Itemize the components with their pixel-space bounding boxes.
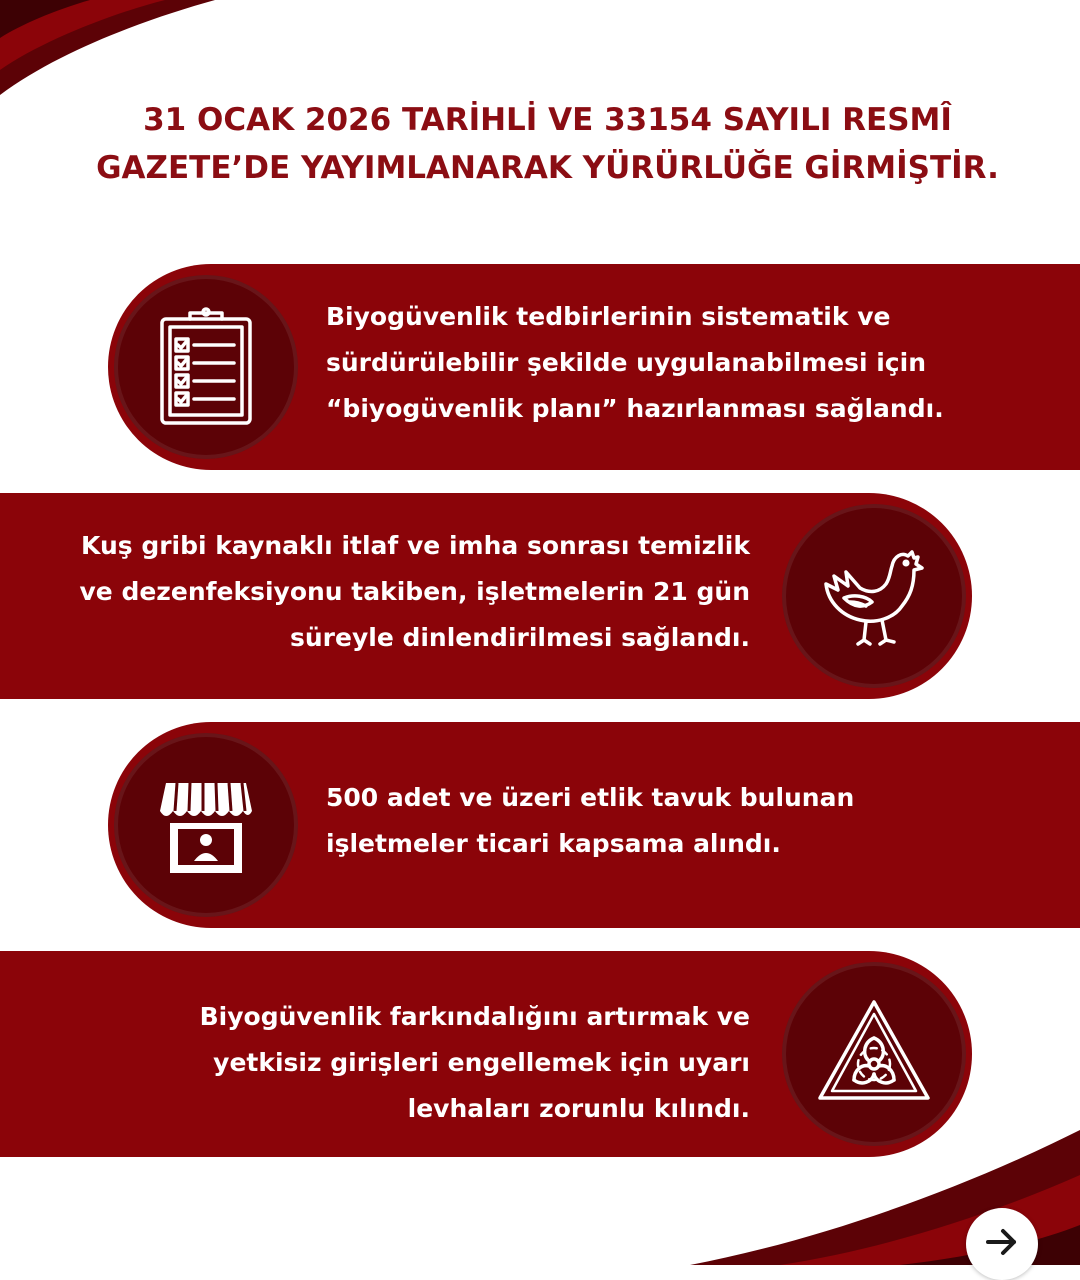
item-text-line: Biyogüvenlik tedbirlerinin sistematik ve — [326, 302, 891, 331]
item-text-line: yetkisiz girişleri engellemek için uyarı — [213, 1048, 750, 1077]
page-headline — [40, 96, 1055, 192]
item-text-line: Kuş gribi kaynaklı itlaf ve imha sonrası temizlik — [81, 531, 750, 560]
item-text — [326, 294, 1046, 432]
item-text-line: sürdürülebilir şekilde uygulanabilmesi için — [326, 348, 926, 377]
arrow-right-icon — [984, 1224, 1020, 1260]
headline-line-1: 31 OCAK 2026 TARİHLİ VE 33154 SAYILI RESMÎ — [143, 102, 952, 138]
icon-circle — [114, 733, 298, 917]
chicken-icon — [814, 536, 934, 656]
next-slide-button[interactable] — [966, 1208, 1038, 1280]
item-text-line: süreyle dinlendirilmesi sağlandı. — [289, 623, 750, 652]
item-text-line: “biyogüvenlik planı” hazırlanması sağlandı. — [326, 394, 944, 423]
item-text-line: işletmeler ticari kapsama alındı. — [326, 829, 781, 858]
item-band-warning-signs — [0, 951, 972, 1157]
item-text-line: Biyogüvenlik farkındalığını artırmak ve — [199, 1002, 750, 1031]
item-text-line: levhaları zorunlu kılındı. — [407, 1094, 750, 1123]
item-text-line: ve dezenfeksiyonu takiben, işletmelerin 21 gün — [79, 577, 750, 606]
item-band-commercial-scope — [108, 722, 1080, 928]
biohazard-warning-icon — [814, 994, 934, 1114]
item-text — [30, 523, 750, 661]
icon-circle — [114, 275, 298, 459]
storefront-icon — [146, 765, 266, 885]
clipboard-checklist-icon — [146, 307, 266, 427]
icon-circle — [782, 962, 966, 1146]
icon-circle — [782, 504, 966, 688]
item-band-biosecurity-plan — [108, 264, 1080, 470]
item-text — [326, 775, 1046, 867]
item-band-avian-flu-rest — [0, 493, 972, 699]
item-text — [30, 994, 750, 1132]
item-text-line: 500 adet ve üzeri etlik tavuk bulunan — [326, 783, 855, 812]
headline-line-2: GAZETE’DE YAYIMLANARAK YÜRÜRLÜĞE GİRMİŞTİR. — [96, 150, 999, 186]
